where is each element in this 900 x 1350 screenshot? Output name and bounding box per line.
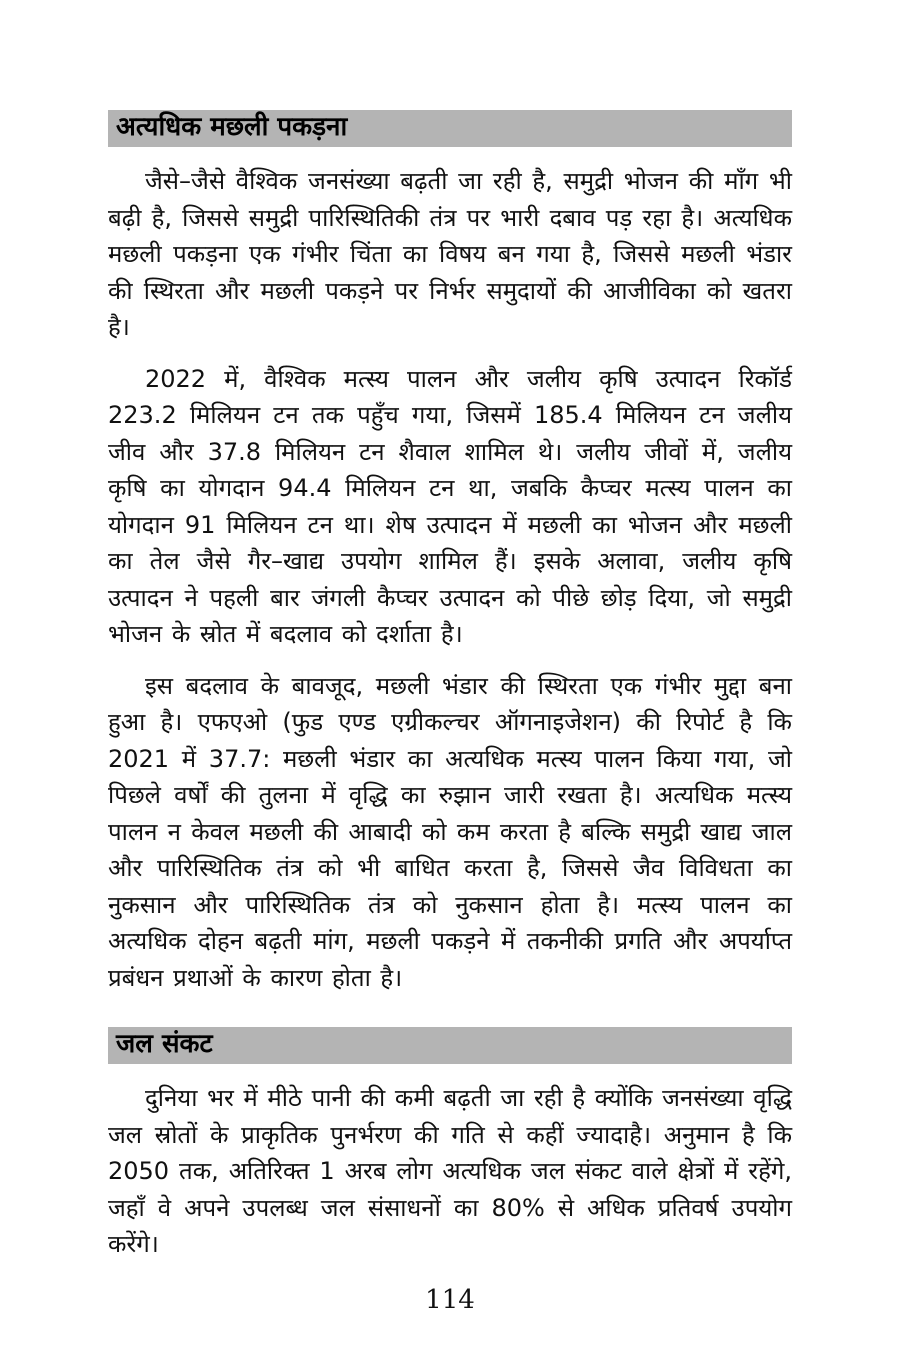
section-water-crisis xyxy=(108,1027,792,1263)
paragraph-water-crisis-1: दुनिया भर में मीठे पानी की कमी बढ़ती जा रही है क्योंकि जनसंख्या वृद्धि जल स्रोतों के प्राकृतिक पुनर्भरण की गति से कहीं ज्यादाहै। अनुमान है कि 2050 तक, अतिरिक्त 1 अरब लोग अत्यधिक जल संकट वाले क्षेत्रों में रहेंगे, जहाँ वे अपने उपलब्ध जल संसाधनों का 80% से अधिक प्रतिवर्ष उपयोग करेंगे। xyxy=(108,1084,792,1258)
paragraph-overfishing-2: 2022 में, वैश्विक मत्स्य पालन और जलीय कृषि उत्पादन रिकॉर्ड 223.2 मिलियन टन तक पहुँच गया, जिसमें 185.4 मिलियन टन जलीय जीव और 37.8 मिलियन टन शैवाल शामिल थे। जलीय जीवों में, जलीय कृषि का योगदान 94.4 मिलियन टन था, जबकि कैप्चर मत्स्य पालन का योगदान 91 मिलियन टन था। शेष उत्पादन में मछली का भोजन और मछली का तेल जैसे गैर–खाद्य उपयोग शामिल हैं। इसके अलावा, जलीय कृषि उत्पादन ने पहली बार जंगली कैप्चर उत्पादन को पीछे छोड़ दिया, जो समुद्री भोजन के स्रोत में बदलाव को दर्शाता है। xyxy=(108,364,792,648)
paragraph-overfishing-3: इस बदलाव के बावजूद, मछली भंडार की स्थिरता एक गंभीर मुद्दा बना हुआ है। एफएओ (फुड एण्ड एग्रीकल्चर ऑगनाइजेशन) की रिपोर्ट है कि 2021 में 37.7: मछली भंडार का अत्यधिक मत्स्य पालन किया गया, जो पिछले वर्षों की तुलना में वृद्धि का रुझान जारी रखता है। अत्यधिक मत्स्य पालन न केवल मछली की आबादी को कम करता है बल्कि समुद्री खाद्य जाल और पारिस्थितिक तंत्र को भी बाधित करता है, जिससे जैव विविधता का नुकसान और पारिस्थितिक तंत्र को नुकसान होता है। मत्स्य पालन का अत्यधिक दोहन बढ़ती मांग, मछली पकड़ने में तकनीकी प्रगति और अपर्याप्त प्रबंधन प्रथाओं के कारण होता है। xyxy=(108,671,792,992)
section-heading-overfishing: अत्यधिक मछली पकड़ना xyxy=(108,110,792,147)
section-heading-water-crisis: जल संकट xyxy=(108,1027,792,1064)
page-number: 114 xyxy=(425,1284,475,1315)
paragraph-overfishing-1: जैसे–जैसे वैश्विक जनसंख्या बढ़ती जा रही है, समुद्री भोजन की माँग भी बढ़ी है, जिससे समुद्री पारिस्थितिकी तंत्र पर भारी दबाव पड़ रहा है। अत्यधिक मछली पकड़ना एक गंभीर चिंता का विषय बन गया है, जिससे मछली भंडार की स्थिरता और मछली पकड़ने पर निर्भर समुदायों की आजीविका को खतरा है। xyxy=(108,167,792,341)
section-overfishing xyxy=(108,110,792,996)
